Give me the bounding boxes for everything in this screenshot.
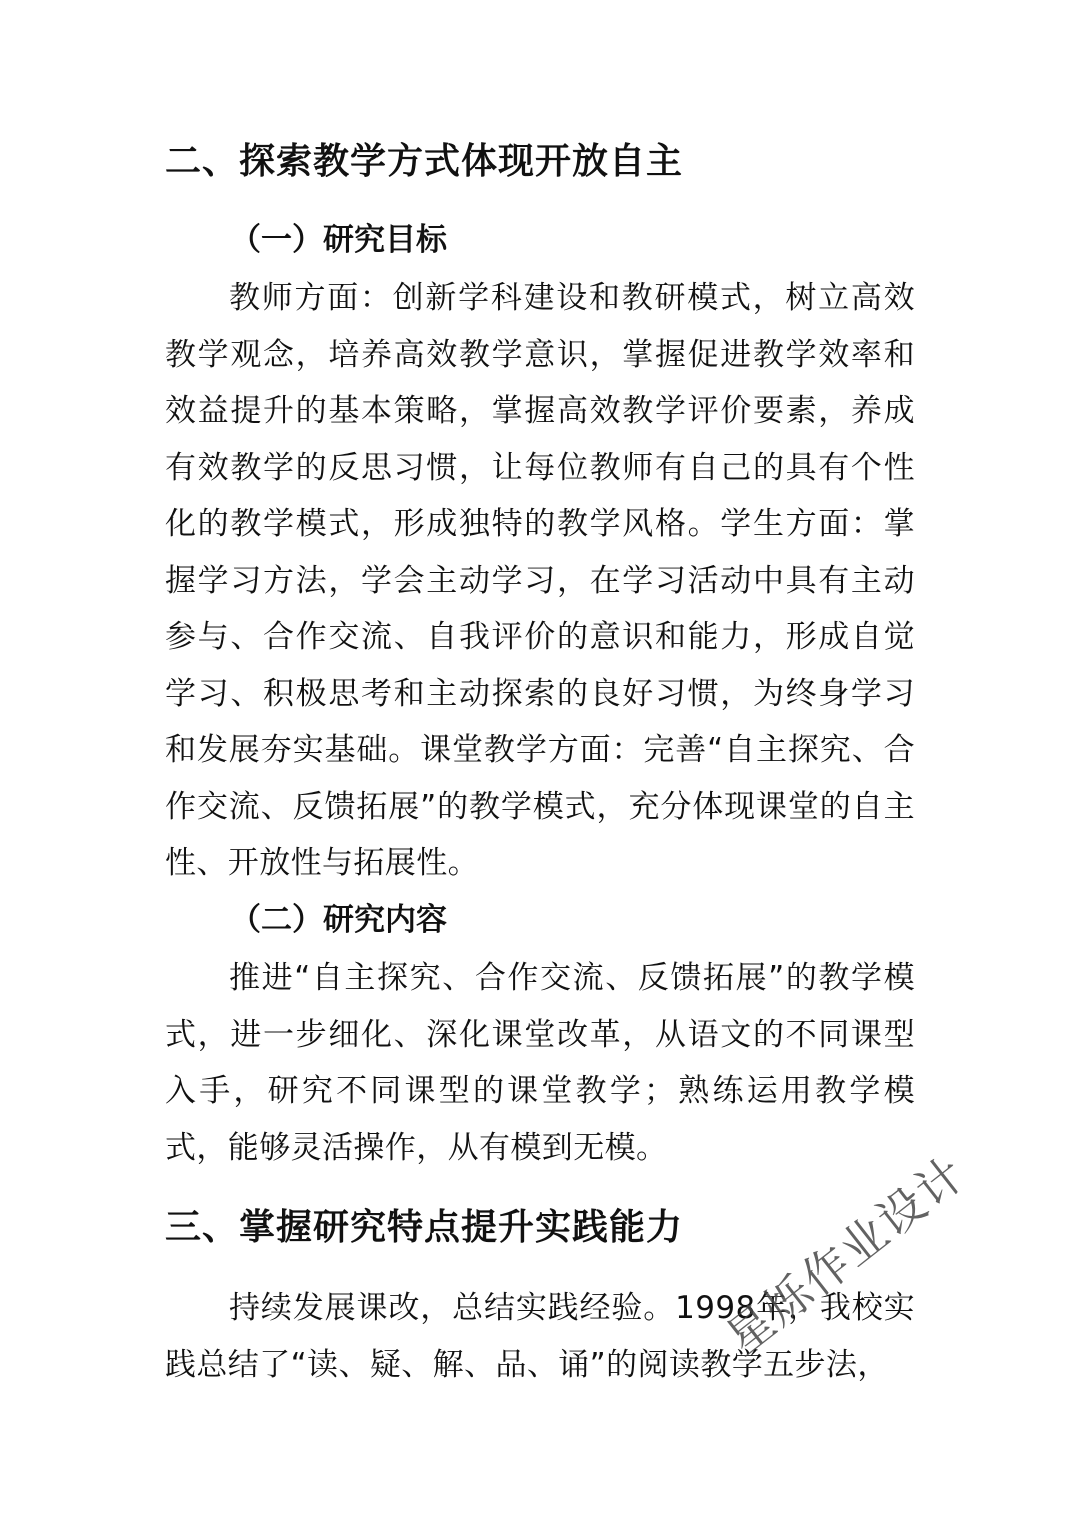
section-3-heading: 三、掌握研究特点提升实践能力 <box>165 1207 684 1248</box>
watermark-text: 星烁作业设计 <box>715 1145 976 1366</box>
subsection-1-paragraph: 教师方面：创新学科建设和教研模式，树立高效教学观念，培养高效教学意识，掌握促进教学效率和效益提升的基本策略，掌握高效教学评价要素，养成有效教学的反思习惯，让每位教师有自己的具有个性化的教学模式，形成独特的教学风格。学生方面：掌握学习方法，学会主动学习，在学习活动中具有主动参与、合作交流、自我评价的意识和能力，形成自觉学习、积极思考和主动探索的良好习惯，为终身学习和发展夯实基础。课堂教学方面：完善“自主探究、合作交流、反馈拓展”的教学模式，充分体现课堂的自主性、开放性与拓展性。 <box>165 280 915 881</box>
subsection-1-heading: （一）研究目标 <box>230 222 447 258</box>
subsection-2-paragraph: 推进“自主探究、合作交流、反馈拓展”的教学模式，进一步细化、深化课堂改革，从语文的不同课型入手，研究不同课型的课堂教学；熟练运用教学模式，能够灵活操作，从有模到无模。 <box>165 960 915 1166</box>
section-3-paragraph: 持续发展课改，总结实践经验。1998年，我校实践总结了“读、疑、解、品、诵”的阅读教学五步法， <box>165 1290 915 1383</box>
subsection-2-heading: （二）研究内容 <box>230 902 447 938</box>
section-2-heading: 二、探索教学方式体现开放自主 <box>165 141 684 182</box>
